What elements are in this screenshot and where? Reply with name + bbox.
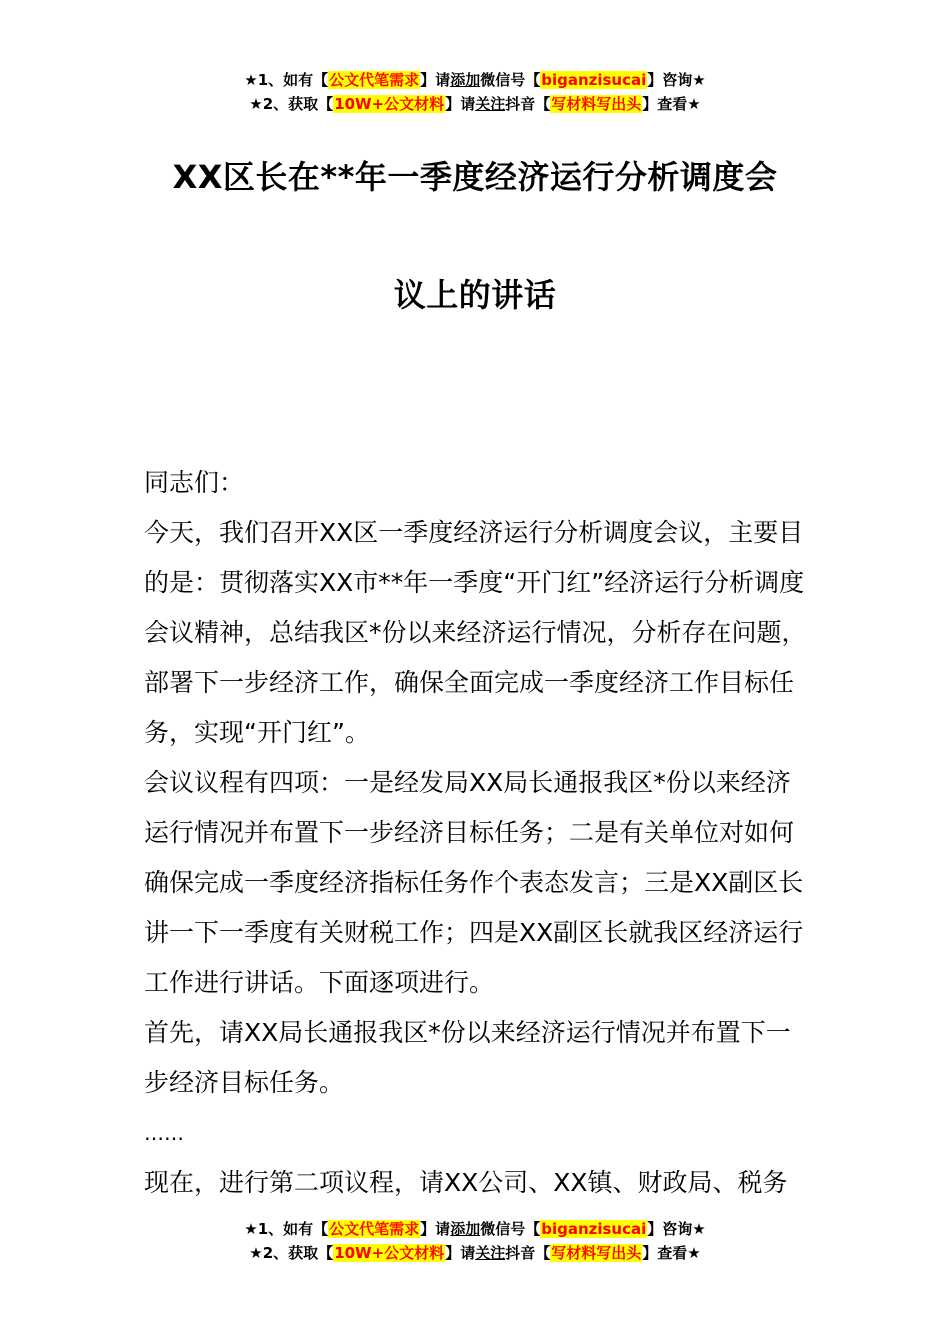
banner-text: 抖音【 — [505, 1244, 551, 1262]
banner-text: 】咨询★ — [647, 71, 706, 89]
banner-line-1 — [0, 1217, 950, 1241]
body-paragraph: 首先，请XX局长通报我区*份以来经济运行情况并布置下一步经济目标任务。 — [144, 1018, 791, 1097]
document-title-line-2: 议上的讲话 — [393, 276, 557, 314]
document-title-line-1: XX区长在**年一季度经济运行分析调度会 — [172, 158, 778, 196]
banner-text: 抖音【 — [505, 95, 551, 113]
header-banner — [0, 68, 950, 116]
banner-text: 】查看★ — [642, 1244, 701, 1262]
body-paragraph: 今天，我们召开XX区一季度经济运行分析调度会议，主要目的是：贯彻落实XX市**年一季度“开门红”经济运行分析调度会议精神，总结我区*份以来经济运行情况，分析存在问题，部署下一步经济工作，确保全面完成一季度经济工作目标任务，实现“开门红”。 — [144, 518, 807, 747]
banner-text: 】请 — [420, 71, 451, 89]
banner-text: 微信号【 — [480, 1220, 541, 1238]
highlight-tag: 公文代笔需求 — [329, 71, 420, 89]
banner-text: ★1、如有【 — [244, 71, 329, 89]
banner-text: ★2、获取【 — [249, 1244, 334, 1262]
salutation: 同志们： — [144, 468, 245, 497]
douyin-id-highlight: 写材料写出头 — [551, 95, 642, 113]
banner-text: 微信号【 — [480, 71, 541, 89]
banner-line-2 — [0, 92, 950, 116]
underlined-text: 添加 — [450, 1220, 481, 1238]
underlined-text: 添加 — [450, 71, 481, 89]
underlined-text: 关注 — [475, 1244, 506, 1262]
banner-text: 】咨询★ — [647, 1220, 706, 1238]
ellipsis: …… — [144, 1121, 184, 1145]
highlight-tag: 10W+公文材料 — [334, 1244, 445, 1262]
body-paragraph: 现在，进行第二项议程，请XX公司、XX镇、财政局、税务 — [144, 1168, 788, 1197]
banner-text: ★1、如有【 — [244, 1220, 329, 1238]
wechat-id-highlight: biganzisucai — [541, 1220, 647, 1238]
underlined-text: 关注 — [475, 95, 506, 113]
body-paragraph: 会议议程有四项：一是经发局XX局长通报我区*份以来经济运行情况并布置下一步经济目标任务；二是有关单位对如何确保完成一季度经济指标任务作个表态发言；三是XX副区长讲一下一季度有关财税工作；四是XX副区长就我区经济运行工作进行讲话。下面逐项进行。 — [144, 768, 804, 997]
banner-text: 】请 — [445, 1244, 476, 1262]
banner-text: 】请 — [420, 1220, 451, 1238]
highlight-tag: 10W+公文材料 — [334, 95, 445, 113]
banner-text: 】查看★ — [642, 95, 701, 113]
banner-text: 】请 — [445, 95, 476, 113]
footer-banner — [0, 1217, 950, 1265]
banner-line-1 — [0, 68, 950, 92]
banner-line-2 — [0, 1241, 950, 1265]
highlight-tag: 公文代笔需求 — [329, 1220, 420, 1238]
wechat-id-highlight: biganzisucai — [541, 71, 647, 89]
banner-text: ★2、获取【 — [249, 95, 334, 113]
douyin-id-highlight: 写材料写出头 — [551, 1244, 642, 1262]
document-body — [144, 458, 809, 1208]
